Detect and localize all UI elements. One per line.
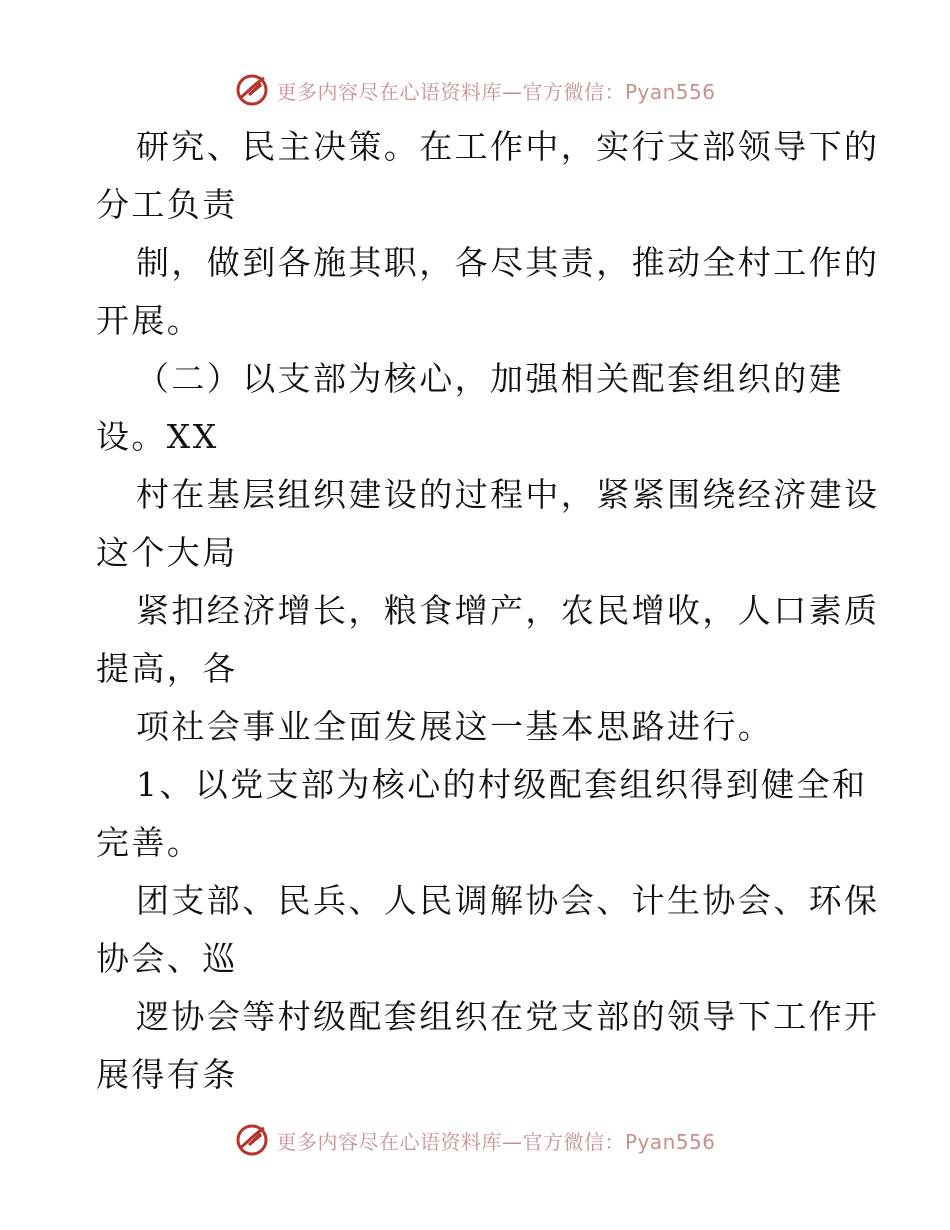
text-line: 村在基层组织建设的过程中，紧紧围绕经济建设 [136, 475, 880, 514]
text-line: 制，做到各施其职，各尽其责，推动全村工作的 [136, 243, 880, 282]
text-line: 团支部、民兵、人民调解协会、计生协会、环保 [136, 881, 880, 920]
text-line: 分工负责 [96, 185, 238, 224]
text-line: 完善。 [96, 823, 203, 862]
text-line: （二）以支部为核心，加强相关配套组织的建 [136, 359, 844, 398]
text-line: 项社会事业全面发展这一基本思路进行。 [136, 707, 774, 746]
pen-logo-icon [234, 1122, 270, 1158]
text-line: 这个大局 [96, 533, 238, 572]
text-line: 开展。 [96, 301, 203, 340]
text-line: 1、以党支部为核心的村级配套组织得到健全和 [136, 765, 868, 804]
text-line: 逻协会等村级配套组织在党支部的领导下工作开 [136, 997, 880, 1036]
footer-watermark-text: 更多内容尽在心语资料库—官方微信：Pyan556 [276, 1129, 716, 1154]
text-line: 研究、民主决策。在工作中，实行支部领导下的 [136, 127, 880, 166]
text-line: 协会、巡 [96, 939, 238, 978]
text-line: 设。XX [96, 417, 219, 456]
text-line: 展得有条 [96, 1055, 238, 1094]
header-watermark-text: 更多内容尽在心语资料库—官方微信：Pyan556 [276, 79, 716, 104]
text-line: 紧扣经济增长，粮食增产，农民增收，人口素质 [136, 591, 880, 630]
pen-logo-icon [234, 72, 270, 108]
header-watermark [0, 70, 950, 110]
text-line: 提高，各 [96, 649, 238, 688]
document-body [96, 118, 880, 1104]
footer-watermark [0, 1120, 950, 1160]
